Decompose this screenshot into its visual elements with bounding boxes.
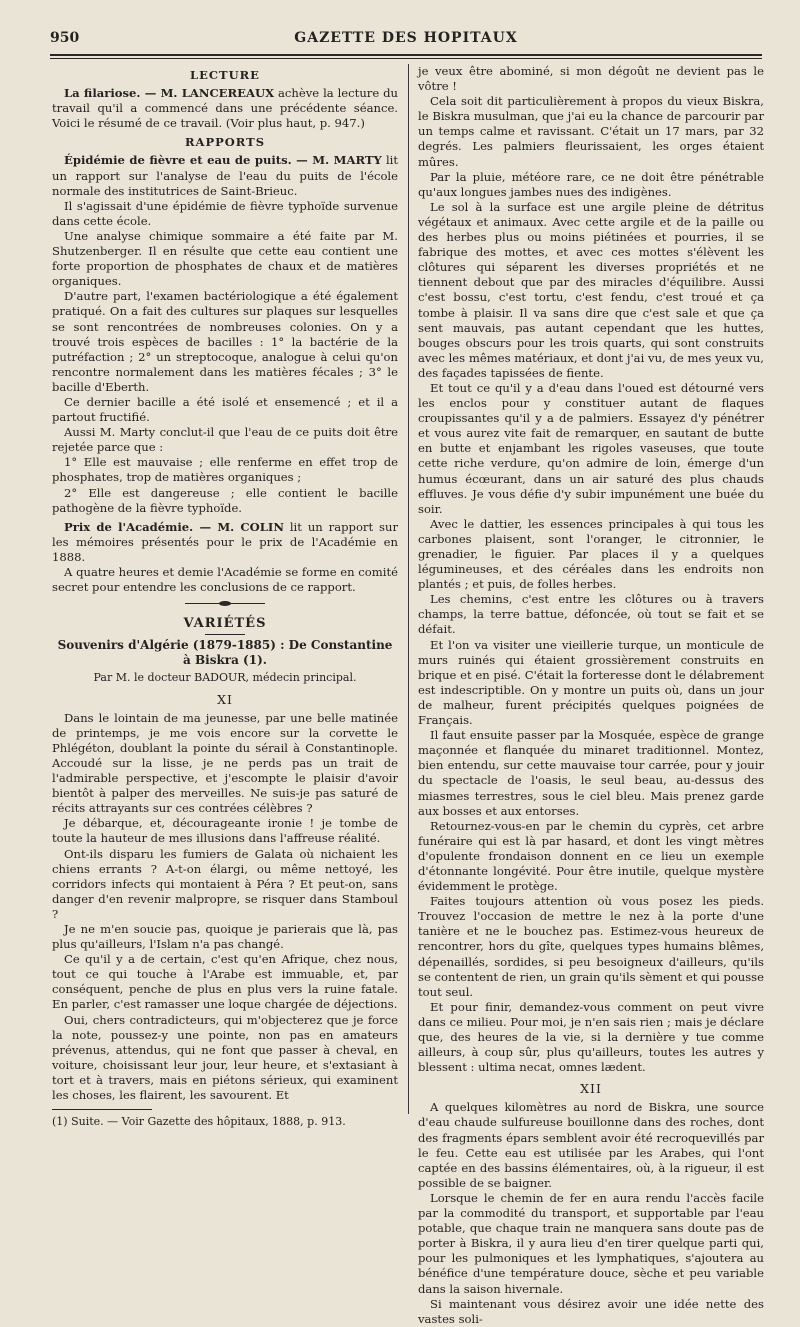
- article-title-cont: à Biskra (1).: [183, 653, 267, 668]
- running-title: GAZETTE DES HOPITAUX: [294, 30, 518, 46]
- short-rule: [205, 634, 245, 635]
- paragraph: D'autre part, l'examen bactériologique a été également pratiqué. On a fait des cultures sur plaques sur lesquelles se sont rencontrées de nombreuses colonies. On y a trouvé trois espèces de bacilles : 1° la bactérie de la putréfaction ; 2° un streptocoque, analogue à celui qu'on rencontre normalement dans les matières fécales ; 3° le bacille d'Eberth.: [52, 289, 398, 394]
- paragraph: Faites toujours attention où vous posez les pieds. Trouvez l'occasion de mettre le nez à la porte d'une tanière et ne le bouchez pas. Estimez-vous heureux de rencontrer, hors du gîte, quelques types humains blêmes, dépenaillés, sordides, si peu besoigneux d'ailleurs, qu'ils se contentent de rien, un grain qu'ils sèment et qui pousse tout seul.: [418, 894, 764, 999]
- paragraph: Si maintenant vous désirez avoir une idée nette des vastes soli-: [418, 1296, 764, 1326]
- paragraph-lead: Épidémie de fièvre et eau de puits. — M. MARTY: [64, 153, 382, 168]
- paragraph: Le sol à la surface est une argile pleine de détritus végétaux et animaux. Avec cette argile et de la paille ou des herbes plus ou moins piétinées et pourries, il se fabrique des mottes, et avec ces mottes s'élèvent les clôtures qui séparent les diverses propriétés et ne tiennent debout que par des miracles d'équilibre. Aussi c'est bossu, c'est tortu, c'est fendu, c'est troué et ça tombe à plaisir. Il va sans dire que c'est sale et que ça sent mauvais, pas autant cependant que les huttes, bouges obscurs pour les trois quarts, qui sont construits avec les mêmes matériaux, et dont j'ai vu, de mes yeux vu, des façades tapissées de fiente.: [418, 199, 764, 380]
- section-heading-varietes: VARIÉTÉS: [183, 616, 267, 632]
- paragraph: [52, 520, 398, 565]
- paragraph-lead: Prix de l'Académie. — M. COLIN: [64, 519, 284, 534]
- ornament-separator: [185, 603, 265, 610]
- paragraph: [52, 86, 398, 131]
- article-author: Par M. le docteur BADOUR, médecin principal.: [93, 671, 357, 685]
- section-number: XI: [217, 691, 233, 707]
- page-number: 950: [50, 30, 80, 46]
- paragraph-text: lit un rapport sur l'analyse de l'eau du puits de l'école normale des institutrices de Saint-Brieuc.: [52, 153, 399, 198]
- paragraph: Ce qu'il y a de certain, c'est qu'en Afrique, chez nous, tout ce qui touche à l'Arabe est immuable, et, par conséquent, penche de plus en plus vers la ruine fatale. En parler, c'est ramasser une loque chargée de déjections.: [52, 952, 398, 1012]
- paragraph: Retournez-vous-en par le chemin du cyprès, cet arbre funéraire qui est là par hasard, et dont les vingt mètres d'opulente frondaison donnent en ce lieu un exemple d'étonnante longévité. Pour être inutile, quelque mystère évidemment le protège.: [418, 818, 764, 894]
- paragraph-lead: La filariose. — M. LANCEREAUX: [64, 86, 275, 101]
- paragraph-text: achève la lecture du travail qu'il a commencé dans une précédente séance. Voici le résumé de ce travail. (Voir plus haut, p. 947.): [52, 86, 398, 131]
- paragraph: Et l'on va visiter une vieillerie turque, un monticule de murs ruinés qui étaient grossièrement construits en brique et en pisé. C'était la forteresse dont le délabrement est indescriptible. On y montre un puits où, dans un jour de malheur, furent précipités quelques poignées de Français.: [418, 637, 764, 728]
- footnote: (1) Suite. — Voir Gazette des hôpitaux, 1888, p. 913.: [52, 1115, 346, 1129]
- column-divider: [408, 64, 409, 1114]
- paragraph: A quelques kilomètres au nord de Biskra, une source d'eau chaude sulfureuse bouillonne dans des roches, dont des fragments épars semblent avoir été recroquevillés par le feu. Cette eau est utilisée par les Arabes, qui l'ont captée en des bassins élémentaires, où, à la rigueur, il est possible de se baigner.: [418, 1100, 764, 1190]
- paragraph: Ont-ils disparu les fumiers de Galata où nichaient les chiens errants ? A-t-on élargi, ou même nettoyé, les corridors infects qui montaient à Péra ? Et peut-on, sans danger d'en revenir malpropre, se risquer dans Stamboul ?: [52, 846, 398, 921]
- paragraph: Oui, chers contradicteurs, qui m'objecterez que je force la note, poussez-y une pointe, non pas en amateurs prévenus, attendus, qui ne font que passer à cheval, en voiture, choisissant leur jour, leur heure, et s'extasiant à tort et à travers, mais en piétons sérieux, qui examinent les choses, les flairent, les savourent. Et: [52, 1012, 398, 1102]
- paragraph: Je débarque, et, décourageante ironie ! je tombe de toute la hauteur de mes illusions dans l'affreuse réalité.: [52, 816, 398, 846]
- header-rule: [50, 54, 762, 56]
- paragraph: Aussi M. Marty conclut-il que l'eau de ce puits doit être rejetée parce que :: [52, 425, 398, 455]
- paragraph: Il s'agissait d'une épidémie de fièvre typhoïde survenue dans cette école.: [52, 198, 398, 228]
- paragraph: je veux être abominé, si mon dégoût ne devient pas le vôtre !: [418, 64, 764, 94]
- paragraph: Et pour finir, demandez-vous comment on peut vivre dans ce milieu. Pour moi, je n'en sais rien ; mais je déclare que, des heures de la vie, si la dernière y tue comme ailleurs, à coup sûr, plus qu'ailleurs, toutes les autres y blessent : ultima necat, omnes lædent.: [418, 999, 764, 1075]
- paragraph: Et tout ce qu'il y a d'eau dans l'oued est détourné vers les enclos pour y constituer autant de flaques croupissantes qu'il y a de palmiers. Essayez d'y pénétrer et vous aurez vite fait de remarquer, en sautant de butte en butte et enjambant les rigoles vaseuses, que toute cette riche verdure, qu'on admire de loin, émerge d'un humus écœurant, dans un air saturé des plus chauds effluves. Je vous défie d'y subir impunément une buée du soir.: [418, 380, 764, 516]
- paragraph: Je ne m'en soucie pas, quoique je parierais que là, pas plus qu'ailleurs, l'Islam n'a pas changé.: [52, 921, 398, 952]
- paragraph: 1° Elle est mauvaise ; elle renferme en effet trop de phosphates, trop de matières organiques ;: [52, 455, 398, 485]
- paragraph: 2° Elle est dangereuse ; elle contient le bacille pathogène de la fièvre typhoïde.: [52, 485, 398, 515]
- paragraph: Lorsque le chemin de fer en aura rendu l'accès facile par la commodité du transport, et supportable par l'eau potable, que chaque train ne manquera sans doute pas de porter à Biskra, il y aura lieu d'en tirer quelque parti qui, pour les pulmoniques et les lymphatiques, s'ajoutera au bénéfice d'une température douce, sèche et peu variable dans la saison hivernale.: [418, 1190, 764, 1296]
- section-number: XII: [580, 1081, 602, 1097]
- paragraph: Ce dernier bacille a été isolé et ensemencé ; et il a partout fructifié.: [52, 394, 398, 425]
- paragraph: Une analyse chimique sommaire a été faite par M. Shutzenberger. Il en résulte que cette eau contient une forte proportion de phosphates de chaux et de matières organiques.: [52, 228, 398, 289]
- section-heading-lecture: LECTURE: [190, 68, 260, 82]
- paragraph: [52, 153, 398, 198]
- section-heading-rapports: RAPPORTS: [184, 135, 265, 150]
- page-header: [50, 30, 762, 52]
- paragraph: Il faut ensuite passer par la Mosquée, espèce de grange maçonnée et flanquée du minaret traditionnel. Montez, bien entendu, sur cette mauvaise tour carrée, pour y jouir du spectacle de l'oasis, le seul beau, au-dessus des miasmes terrestres, sous le ciel bleu. Mais prenez garde aux bosses et aux entorses.: [418, 728, 764, 818]
- left-column: [52, 64, 398, 1129]
- paragraph-text: lit un rapport sur les mémoires présentés pour le prix de l'Académie en 1888.: [52, 519, 398, 564]
- paragraph: Cela soit dit particulièrement à propos du vieux Biskra, le Biskra musulman, que j'ai eu la chance de parcourir par un temps calme et ravissant. C'était un 17 mars, par 32 degrés. Les palmiers fleurissaient, les orges étaient mûres.: [418, 94, 764, 169]
- paragraph: Avec le dattier, les essences principales à qui tous les carbones plaisent, sont l'oranger, le citronnier, le grenadier, le figuier. Par places il y a quelques légumineuses, et des céréales dans les endroits non plantés ; et puis, de folles herbes.: [418, 516, 764, 592]
- paragraph: Dans le lointain de ma jeunesse, par une belle matinée de printemps, je me vois encore sur la corvette le Phlégéton, doublant la pointe du sérail à Constantinople. Accoudé sur la lisse, je ne perds pas un trait de l'admirable perspective, et j'escompte le plaisir d'avoir bientôt à palper des merveilles. Ne suis-je pas saturé de récits attrayants sur ces contrées célèbres ?: [52, 710, 398, 816]
- footnote-rule: [52, 1109, 152, 1110]
- header-rule-thin: [50, 58, 762, 59]
- paragraph: A quatre heures et demie l'Académie se forme en comité secret pour entendre les conclusions de ce rapport.: [52, 565, 398, 595]
- right-column: [418, 64, 764, 1327]
- article-title: Souvenirs d'Algérie (1879-1885) : De Constantine: [57, 638, 393, 653]
- paragraph: Les chemins, c'est entre les clôtures ou à travers champs, la terre battue, défoncée, où tout se fait et se défait.: [418, 592, 764, 637]
- paragraph: Par la pluie, météore rare, ce ne doit être pénétrable qu'aux longues jambes nues des indigènes.: [418, 169, 764, 199]
